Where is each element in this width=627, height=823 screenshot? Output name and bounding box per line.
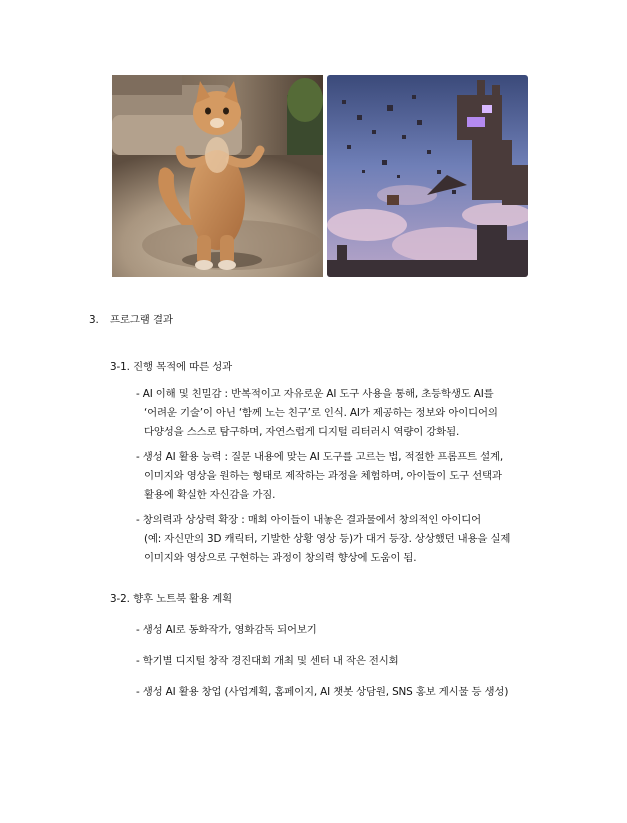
- list-item-line: (예: 자신만의 3D 캐릭터, 기발한 상황 영상 등)가 대거 등장. 상상했던 내용을 실제: [144, 533, 511, 545]
- list-item-line: 이미지와 영상으로 구현하는 과정이 창의력 향상에 도움이 됨.: [144, 552, 417, 564]
- list-item-line: - 생성 AI로 동화작가, 영화감독 되어보기: [136, 624, 317, 636]
- subsection-title-plans: 3-2. 향후 노트북 활용 계획: [110, 593, 233, 605]
- list-item: [136, 683, 508, 702]
- list-item-line: - 생성 AI 활용 능력 : 질문 내용에 맞는 AI 도구를 고르는 법, 적절한 프롬프트 설계,: [136, 451, 504, 463]
- subsection-title-results: 3-1. 진행 목적에 따른 성과: [110, 361, 233, 373]
- list-item-line: ‘어려운 기술’이 아닌 ‘함께 노는 친구’로 인식. AI가 제공하는 정보와 아이디어의: [144, 407, 498, 419]
- list-item: [136, 385, 498, 442]
- list-item-line: - 학기별 디지털 창작 경진대회 개최 및 센터 내 작은 전시회: [136, 655, 399, 667]
- list-item-line: - 창의력과 상상력 확장 : 매회 아이들이 내놓은 결과물에서 창의적인 아이디어: [136, 514, 481, 526]
- list-item-line: 활용에 확실한 자신감을 가짐.: [144, 489, 276, 501]
- list-item-line: 다양성을 스스로 탐구하며, 자연스럽게 디지털 리터러시 역량이 강화됨.: [144, 426, 460, 438]
- section-number: 3.: [89, 314, 99, 326]
- list-item-line: - AI 이해 및 친밀감 : 반복적이고 자유로운 AI 도구 사용을 통해, 초등학생도 AI를: [136, 388, 494, 400]
- list-item: [136, 652, 399, 671]
- list-item-line: - 생성 AI 활용 창업 (사업계획, 홈페이지, AI 챗봇 상담원, SNS 홍보 게시물 등 생성): [136, 686, 509, 698]
- list-item-line: 이미지와 영상을 원하는 형태로 제작하는 과정을 체험하며, 아이들이 도구 선택과: [144, 470, 502, 482]
- minecraft-dragon-scene: [327, 75, 528, 277]
- section-title: 프로그램 결과: [110, 314, 173, 326]
- cat-standing-photo: [112, 75, 323, 277]
- list-item: [136, 448, 503, 505]
- list-item: [136, 511, 510, 568]
- list-item: [136, 621, 317, 640]
